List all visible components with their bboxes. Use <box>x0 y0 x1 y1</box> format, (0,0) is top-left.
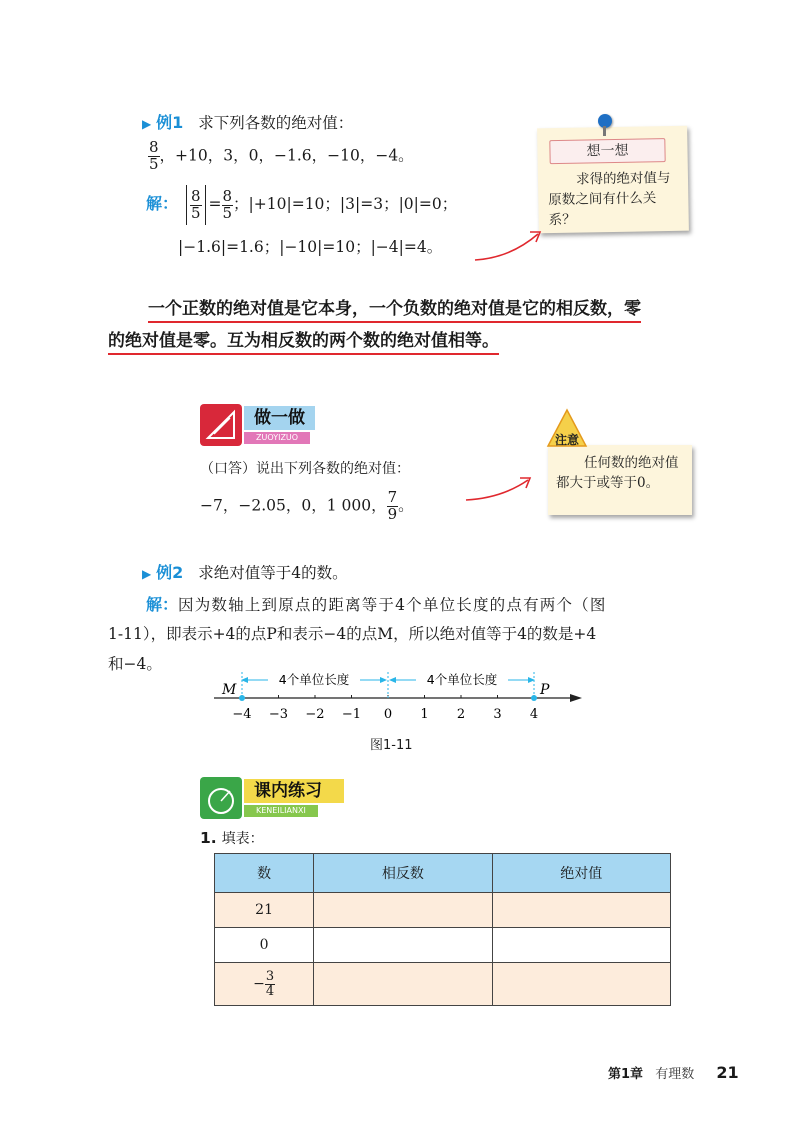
span-label-right: 4个单位长度 <box>426 672 498 687</box>
example2-solution-line1: 解：因为数轴上到原点的距离等于4个单位长度的点有两个（图 <box>146 595 607 614</box>
rule-line1: 一个正数的绝对值是它本身，一个负数的绝对值是它的相反数，零 <box>148 294 641 323</box>
tick-label: 1 <box>420 707 429 722</box>
try-numbers: −7，−2.05，0，1 000， $\frac{7}{9}$ 。 <box>200 488 414 523</box>
page-number: 21 <box>716 1063 739 1082</box>
think-note-title: 想一想 <box>549 138 665 164</box>
tick-label: 2 <box>456 707 466 722</box>
number-line-figure <box>200 668 600 728</box>
example2-label: 例2 <box>156 563 184 582</box>
tick-label: −1 <box>341 707 362 722</box>
table-header: 数 <box>215 854 314 893</box>
example1-numbers-tail: ，+10，3，0，−1.6，−10，−4。 <box>159 146 414 165</box>
ruler-triangle-icon <box>200 404 242 446</box>
fraction-3-4: $\frac{3}{4}$ <box>265 968 275 999</box>
point-p <box>531 695 537 701</box>
attention-note <box>548 445 692 515</box>
protractor-icon <box>200 777 242 819</box>
arrow-icon <box>462 470 542 506</box>
footer <box>608 1063 739 1082</box>
blank-cell[interactable] <box>314 928 492 963</box>
tick-marks <box>232 695 538 722</box>
think-note-body: 求得的绝对值与原数之间有什么关系？ <box>548 169 671 229</box>
tick-label: 0 <box>383 707 393 722</box>
fraction-8-5: $\frac{8}{5}$ <box>149 138 159 173</box>
try-prompt: （口答）说出下列各数的绝对值： <box>200 461 410 477</box>
pin-needle <box>603 126 606 136</box>
blank-cell[interactable] <box>492 963 670 1006</box>
example2-solution-line3: 和−4。 <box>108 655 162 673</box>
example1-solution-rest: ；|+10|=10；|3|=3；|0|=0； <box>233 195 458 213</box>
triangle-icon: ▶ <box>142 117 152 131</box>
axis-arrow-icon <box>570 694 582 702</box>
fraction-8-5-abs: $\frac{8}{5}$ <box>190 186 201 222</box>
tick-label: 4 <box>529 707 539 722</box>
example1-numbers <box>148 140 414 173</box>
example2-header <box>142 560 348 583</box>
attention-note-title: 注意 <box>555 433 580 447</box>
example1-prompt: 求下列各数的绝对值： <box>198 114 354 132</box>
tick-label: −4 <box>232 707 252 722</box>
table-header-row <box>215 854 671 893</box>
think-note <box>537 126 689 234</box>
try-section-pinyin: ZUOYIZUO <box>244 432 310 444</box>
footer-chapter: 第1章 <box>608 1067 644 1082</box>
point-m <box>239 695 245 701</box>
example1-header <box>142 110 353 133</box>
example1-solution-line1: 解： $\frac{8}{5}$ = $\frac{8}{5}$ ；|+10|=10；|3|=3；|0|=0； <box>146 185 457 225</box>
try-section-header <box>200 404 340 442</box>
example2-solution-line2: 1-11），即表示+4的点P和表示−4的点M，所以绝对值等于4的数是+4 <box>108 625 597 643</box>
practice-section-title: 课内练习 <box>244 779 344 803</box>
point-label-m: M <box>222 682 237 698</box>
point-label-p: P <box>540 682 550 698</box>
figure-caption: 图1-11 <box>370 738 413 753</box>
practice-section-header <box>200 777 360 815</box>
tick-label: −3 <box>268 707 289 722</box>
table-header: 相反数 <box>314 854 492 893</box>
example1-solution-line2: |−1.6|=1.6；|−10|=10；|−4|=4。 <box>178 238 443 256</box>
fraction-7-9: $\frac{7}{9}$ <box>387 488 398 523</box>
example2-prompt: 求绝对值等于4的数。 <box>198 564 348 582</box>
table-row: 21 <box>215 893 671 928</box>
tick-label: −2 <box>305 707 325 722</box>
fraction-8-5-result: $\frac{8}{5}$ <box>222 186 233 222</box>
fill-table <box>214 853 671 1006</box>
practice-item-1: 1. 填表： <box>200 829 264 847</box>
arrow-icon <box>470 222 550 267</box>
span-label-left: 4个单位长度 <box>278 672 350 687</box>
tick-label: 3 <box>493 707 502 722</box>
solution-label: 解： <box>146 194 179 213</box>
footer-chapter-name: 有理数 <box>655 1067 695 1082</box>
practice-section-pinyin: KENEILIANXI <box>244 805 318 817</box>
example1-label: 例1 <box>156 113 184 132</box>
table-header: 绝对值 <box>492 854 670 893</box>
blank-cell[interactable] <box>314 963 492 1006</box>
table-row: 0 <box>215 928 671 963</box>
blank-cell[interactable] <box>492 928 670 963</box>
rule-line2: 的绝对值是零。互为相反数的两个数的绝对值相等。 <box>108 326 499 355</box>
triangle-icon: ▶ <box>142 567 152 581</box>
table-row: − $\frac{3}{4}$ <box>215 963 671 1006</box>
attention-note-body: 任何数的绝对值都大于或等于0。 <box>556 455 679 491</box>
try-section-title: 做一做 <box>244 406 315 430</box>
blank-cell[interactable] <box>314 893 492 928</box>
blank-cell[interactable] <box>492 893 670 928</box>
